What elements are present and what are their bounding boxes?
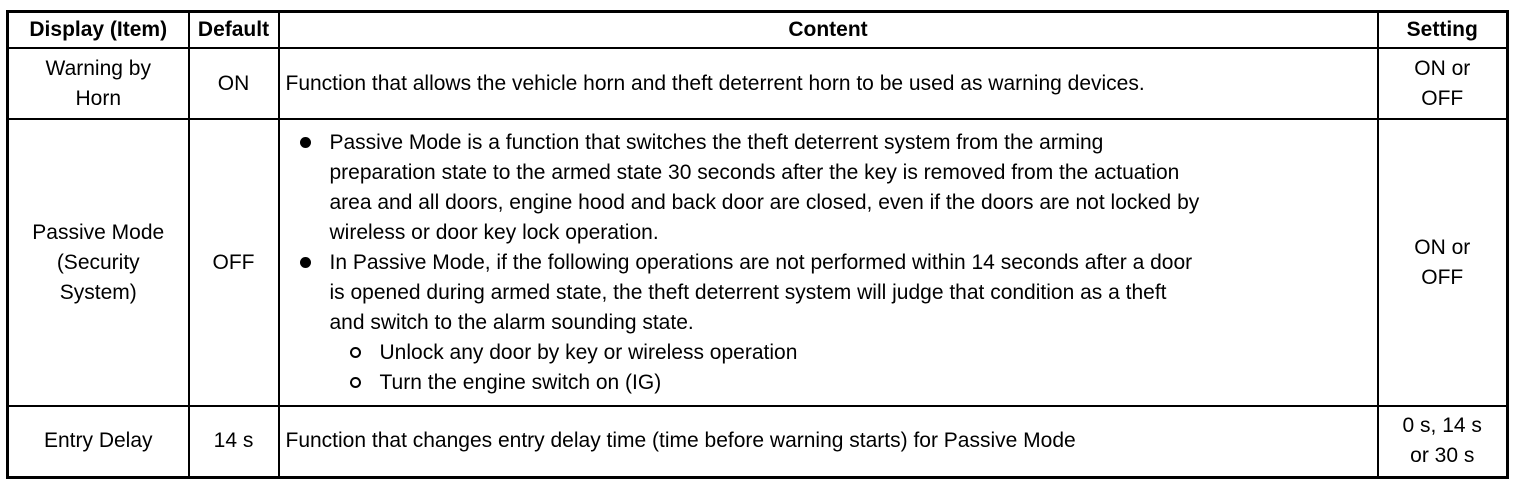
item-label-line: (Security — [56, 250, 140, 274]
item-label-line: Entry Delay — [43, 429, 153, 453]
bullet-dot-icon — [300, 137, 311, 148]
header-setting: Setting — [1378, 12, 1508, 49]
content-bullet-list — [280, 128, 1377, 398]
settings-table-container — [6, 10, 1509, 479]
bullet-text-line: and switch to the alarm sounding state. — [329, 310, 694, 334]
bullet-item — [280, 248, 1377, 338]
setting-line: ON or — [1414, 235, 1471, 259]
bullet-text-line: wireless or door key lock operation. — [329, 220, 659, 244]
sub-bullet-item — [280, 368, 1377, 398]
item-label-line: Warning by — [45, 56, 151, 80]
header-content: Content — [279, 12, 1378, 49]
hollow-circle-bullet-icon — [350, 347, 361, 358]
bullet-text-line: preparation state to the armed state 30 seconds after the key is removed from the actuation — [329, 160, 1180, 184]
setting-cell — [1378, 406, 1508, 477]
item-cell — [8, 406, 189, 477]
header-default: Default — [189, 12, 279, 49]
bullet-text-line: area and all doors, engine hood and back door are closed, even if the doors are not locked by — [329, 190, 1200, 214]
table-row — [8, 406, 1508, 477]
table-row — [8, 48, 1508, 119]
setting-line: OFF — [1421, 86, 1464, 110]
table-header-row — [8, 12, 1508, 49]
setting-line: or 30 s — [1410, 444, 1475, 468]
sub-bullet-text: Unlock any door by key or wireless operation — [379, 340, 798, 364]
hollow-circle-bullet-icon — [350, 377, 361, 388]
item-cell — [8, 119, 189, 406]
item-label-line: Passive Mode — [32, 220, 165, 244]
content-cell: Function that changes entry delay time (time before warning starts) for Passive Mode — [279, 406, 1378, 477]
setting-cell — [1378, 48, 1508, 119]
sub-bullet-item — [280, 338, 1377, 368]
settings-table — [6, 10, 1509, 479]
header-display-item: Display (Item) — [8, 12, 189, 49]
setting-line: 0 s, 14 s — [1402, 414, 1482, 438]
setting-cell — [1378, 119, 1508, 406]
item-cell — [8, 48, 189, 119]
setting-line: OFF — [1421, 265, 1464, 289]
bullet-text-line: is opened during armed state, the theft deterrent system will judge that condition as a theft — [329, 280, 1167, 304]
content-cell — [279, 119, 1378, 406]
bullet-text-line: In Passive Mode, if the following operations are not performed within 14 seconds after a door — [329, 250, 1193, 274]
item-label-line: System) — [59, 280, 137, 304]
default-cell: ON — [189, 48, 279, 119]
sub-bullet-text: Turn the engine switch on (IG) — [379, 370, 662, 394]
bullet-dot-icon — [300, 257, 311, 268]
setting-line: ON or — [1414, 56, 1471, 80]
content-cell: Function that allows the vehicle horn and theft deterrent horn to be used as warning devices. — [279, 48, 1378, 119]
default-cell: OFF — [189, 119, 279, 406]
table-row — [8, 119, 1508, 406]
bullet-item — [280, 128, 1377, 248]
bullet-text-line: Passive Mode is a function that switches the theft deterrent system from the arming — [329, 130, 1104, 154]
default-cell: 14 s — [189, 406, 279, 477]
item-label-line: Horn — [75, 86, 122, 110]
